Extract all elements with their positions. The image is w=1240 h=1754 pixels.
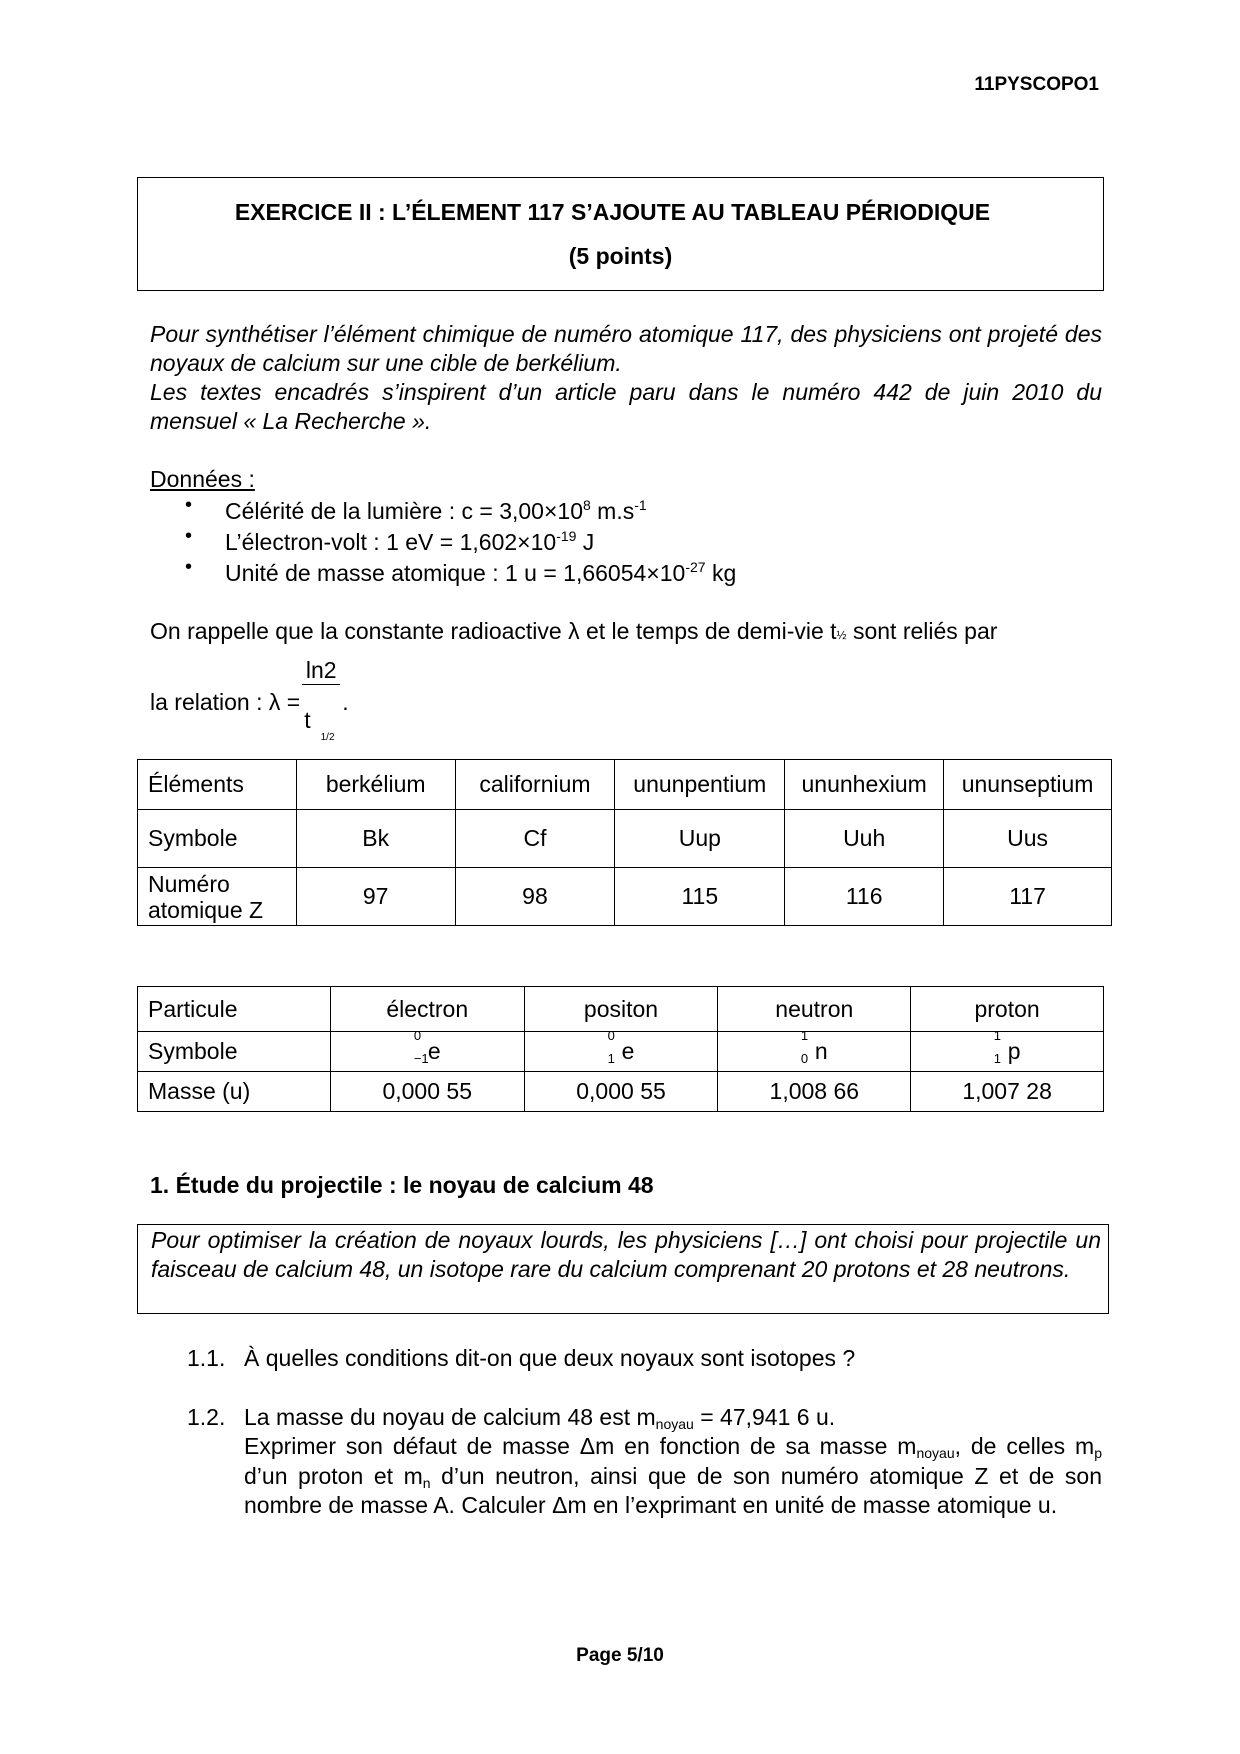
document-code: 11PYSCOPO1 bbox=[974, 74, 1099, 95]
nuclide-symbol: 1 0 n bbox=[800, 1028, 828, 1066]
bullet-icon: • bbox=[185, 556, 193, 578]
particles-table bbox=[137, 986, 1104, 1112]
question-1-2: 1.2. La masse du noyau de calcium 48 est $m_{noyau} = 47,941$ 6 u. Exprimer son défaut de masse Δm en fonction de sa masse $m_{noyau}$, de celles $m_p$ d’un proton et $m_n$ d’un neutron, ainsi que de son numéro atomique Z et de son nombre de masse A. Calculer Δm en l’exprimant en unité de masse atomique u. bbox=[187, 1403, 1102, 1518]
main-content bbox=[150, 320, 1102, 1521]
exercise-title-box bbox=[137, 177, 1104, 291]
reminder-text: On rappelle que la constante radioactive λ et le temps de demi-vie t½ sont reliés par bbox=[150, 618, 998, 644]
nuclide-symbol: 0 1 e bbox=[607, 1028, 635, 1066]
data-item: • Unité de masse atomique : 1 $u = 1,66054\times 10^{-27}$ kg bbox=[185, 558, 1102, 589]
page-number: Page 5/10 bbox=[576, 1645, 664, 1666]
elements-table bbox=[137, 759, 1112, 926]
table-row: Particule électron positon neutron proton bbox=[138, 987, 1104, 1032]
exercise-points: (5 points) bbox=[568, 243, 673, 269]
bullet-icon: • bbox=[185, 494, 193, 516]
data-item: • Célérité de la lumière : $c = 3,00\times 10^8$ $m.s^{-1}$ bbox=[185, 496, 1102, 527]
data-item: • L’électron-volt : 1 eV = $1,602\times 10^{-19}$ J bbox=[185, 527, 1102, 558]
table-row: Symbole Bk Cf Uup Uuh Uus bbox=[138, 810, 1112, 868]
quote-box: Pour optimiser la création de noyaux lourds, les physiciens […] ont choisi pour projectile un faisceau de calcium 48, un isotope rare du calcium comprenant 20 protons et 28 neutrons. bbox=[137, 1224, 1109, 1314]
nuclide-symbol: 1 1 p bbox=[993, 1028, 1021, 1066]
nuclide-symbol: 0 −1 e bbox=[413, 1028, 441, 1066]
intro-text bbox=[150, 320, 1102, 436]
question-1-1: 1.1. À quelles conditions dit-on que deux noyaux sont isotopes ? bbox=[187, 1345, 856, 1371]
intro-paragraph: Pour synthétiser l’élément chimique de numéro atomique 117, des physiciens ont projeté des noyaux de calcium sur une cible de berkélium. bbox=[150, 321, 1102, 376]
exercise-title: EXERCICE II : L’ÉLEMENT 117 S’AJOUTE AU TABLEAU PÉRIODIQUE bbox=[234, 199, 991, 225]
intro-paragraph: Les textes encadrés s’inspirent d’un article paru dans le numéro 442 de juin 2010 du mensuel « La Recherche ». bbox=[150, 379, 1102, 434]
table-row: Symbole 0 −1 e 0 1 e 1 0 n 1 1 p bbox=[138, 1032, 1104, 1072]
data-label: Données : bbox=[150, 466, 255, 492]
data-list bbox=[185, 496, 1102, 589]
fraction: $\frac{\ln 2}{t_{1/2}}$ bbox=[300, 688, 342, 717]
table-row: Éléments berkélium californium ununpentium ununhexium ununseptium bbox=[138, 760, 1112, 810]
table-row: Numéro atomique Z 97 98 115 116 117 bbox=[138, 868, 1112, 926]
bullet-icon: • bbox=[185, 525, 193, 547]
decay-relation: la relation : λ = $\frac{\ln 2}{t_{1/2}}$ . bbox=[150, 657, 349, 743]
section-heading: 1. Étude du projectile : le noyau de calcium 48 bbox=[150, 1172, 654, 1198]
table-row: Masse (u) 0,000 55 0,000 55 1,008 66 1,007 28 bbox=[138, 1072, 1104, 1112]
